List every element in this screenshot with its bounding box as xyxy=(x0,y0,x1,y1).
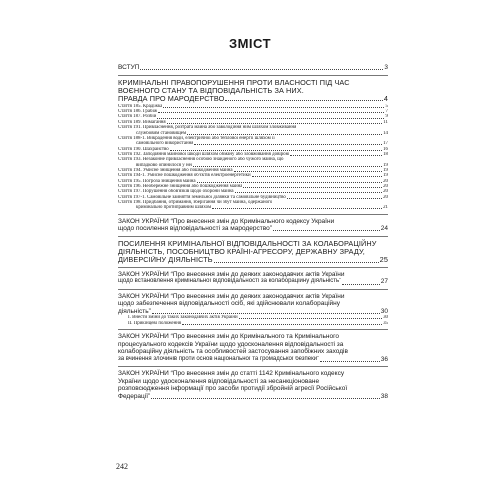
law-last-line xyxy=(118,278,388,286)
toc-page: 27 xyxy=(380,278,388,286)
article-text: Стаття 190. Шахрайство xyxy=(118,146,169,152)
toc-law-entry xyxy=(118,333,388,363)
toc-page: 20 xyxy=(383,194,388,200)
law-line: ЗАКОН УКРАЇНИ “Про внесення змін до статті 1142 Кримінального кодексу xyxy=(118,370,345,378)
toc-page: 20 xyxy=(383,183,388,189)
toc-page: 30 xyxy=(383,315,388,321)
table-of-contents xyxy=(118,64,388,400)
dot-leader xyxy=(152,313,380,314)
divider xyxy=(118,75,388,76)
toc-page: 5 xyxy=(385,103,388,109)
toc-page: 30 xyxy=(380,307,388,315)
dot-leader xyxy=(157,118,384,119)
law-text: Федерації” xyxy=(118,392,151,400)
toc-page: 14 xyxy=(383,130,388,136)
toc-page: 17 xyxy=(383,141,388,147)
law-line: процесуального кодексів України щодо удосконалення відповідальності за xyxy=(118,340,344,348)
dot-leader xyxy=(212,208,382,209)
article-text: кримінально протиправним шляхом xyxy=(136,205,212,211)
heading-line: ВОЄННОГО СТАНУ ТА ВІДПОВІДАЛЬНІСТЬ ЗА НИХ. xyxy=(118,85,304,95)
law-line: розповсюдження інформації про засоби протидії збройній агресії Російської xyxy=(118,385,348,393)
dot-leader xyxy=(170,150,382,151)
dot-leader xyxy=(214,262,379,263)
article-text: Стаття 185. Крадіжка xyxy=(118,103,163,109)
toc-page: 35 xyxy=(383,320,388,326)
toc-page: 9 xyxy=(385,114,388,120)
toc-section-heading xyxy=(118,240,388,264)
page-number: 242 xyxy=(116,462,128,471)
dot-leader xyxy=(163,107,384,108)
toc-page: 20 xyxy=(383,189,388,195)
law-last-line xyxy=(118,393,388,401)
article-text: Стаття 189. Вимагання xyxy=(118,119,166,125)
law-last-line xyxy=(118,225,388,233)
dot-leader xyxy=(197,182,383,183)
article-text: Стаття 197-1. Самовільне зайняття земельної ділянки та самовільне будівництво xyxy=(118,194,286,200)
toc-page: 36 xyxy=(380,355,388,363)
article-text: Стаття 194-1. Умисне пошкодження об'єктів електроенергетики xyxy=(118,173,251,179)
toc-page: 19 xyxy=(383,173,388,179)
law-line: України щодо удосконалення відповідальності за несанкціоноване xyxy=(118,377,320,385)
dot-leader xyxy=(187,134,382,135)
toc-page: 3 xyxy=(384,64,388,71)
page-title: ЗМІСТ xyxy=(228,36,272,51)
divider xyxy=(118,366,388,367)
toc-intro-label: ВСТУП xyxy=(118,64,140,71)
toc-page: 19 xyxy=(383,167,388,173)
dot-leader xyxy=(287,198,382,199)
toc-section-heading xyxy=(118,79,388,103)
divider xyxy=(118,289,388,290)
article-text: Стаття 198. Придбання, отримання, зберігання чи збут майна, одержаного xyxy=(118,199,273,205)
dot-leader xyxy=(140,69,383,70)
dot-leader xyxy=(193,166,382,167)
dot-leader xyxy=(342,284,380,285)
dot-leader xyxy=(243,187,382,188)
law-text: діяльність” xyxy=(118,307,151,315)
divider xyxy=(118,236,388,237)
part-text: І. Внести зміни до таких законодавчих актів України xyxy=(128,315,238,321)
dot-leader xyxy=(182,324,382,325)
heading-last-line xyxy=(118,256,388,264)
article-text: Стаття 186. Грабіж xyxy=(118,109,158,115)
article-text: випадково опинилося у неї xyxy=(136,162,193,168)
law-last-line xyxy=(118,308,388,316)
heading-line: КРИМІНАЛЬНІ ПРАВОПОРУШЕННЯ ПРОТИ ВЛАСНОСТІ ПІД ЧАС xyxy=(118,77,350,87)
divider xyxy=(118,267,388,268)
toc-intro xyxy=(118,64,388,72)
law-text: за вчинення злочинів проти основ національної та громадської безпеки” xyxy=(118,355,320,362)
toc-page: 19 xyxy=(383,162,388,168)
toc-page: 25 xyxy=(379,254,388,264)
part-text: ІІ. Прикінцеві положення xyxy=(128,320,182,326)
article-text: службовим становищем xyxy=(136,130,187,136)
article-text: Стаття 197. Порушення обов'язків щодо охорони майна xyxy=(118,189,234,195)
law-line: ЗАКОН УКРАЇНИ “Про внесення змін до Кримінального та Кримінального xyxy=(118,333,339,341)
divider xyxy=(118,329,388,330)
law-line: колабораційну діяльність та особливостей застосування запобіжних заходів xyxy=(118,348,348,356)
dot-leader xyxy=(151,398,380,399)
article-text: Стаття 187. Розбій xyxy=(118,114,157,120)
article-text: Стаття 191. Привласнення, розтрата майна або заволодіння ним шляхом зловживання xyxy=(118,125,297,131)
toc-page: 16 xyxy=(383,146,388,152)
dot-leader xyxy=(273,230,380,231)
article-text: Стаття 188-1. Викрадення води, електричної або теплової енергії шляхом її xyxy=(118,135,275,141)
article-text: Стаття 193. Незаконне привласнення особою знайденого або чужого майна, що xyxy=(118,157,284,163)
dot-leader xyxy=(194,144,382,145)
article-text: Стаття 194. Умисне знищення або пошкодження майна xyxy=(118,167,233,173)
article-text: Стаття 196. Необережне знищення або пошкодження майна xyxy=(118,183,243,189)
dot-leader xyxy=(234,171,383,172)
divider xyxy=(118,214,388,215)
law-text: щодо встановлення кримінальної відповідальності за колабораційну діяльність” xyxy=(118,278,342,285)
heading-line: ДІЯЛЬНІСТЬ, ПОСОБНИЦТВО КРАЇНІ-АГРЕСОРУ, ДЕРЖАВНУ ЗРАДУ, xyxy=(118,246,365,256)
toc-page: 11 xyxy=(383,119,388,125)
article-text: Стаття 195. Погроза знищення майна xyxy=(118,178,196,184)
toc-page: 4 xyxy=(383,93,388,103)
toc-law-part xyxy=(118,321,388,326)
dot-leader xyxy=(290,155,382,156)
toc-page: 20 xyxy=(383,178,388,184)
toc-article-list xyxy=(118,104,388,211)
article-text: самовільного використання xyxy=(136,141,194,147)
law-last-line xyxy=(118,356,388,364)
article-text: Стаття 192. Заподіяння майнової шкоди шляхом обману або зловживання довірою xyxy=(118,151,290,157)
heading-last-line xyxy=(118,95,388,103)
toc-page: 21 xyxy=(383,205,388,211)
dot-leader xyxy=(235,192,383,193)
heading-line: ПОСИЛЕННЯ КРИМІНАЛЬНОЇ ВІДПОВІДАЛЬНОСТІ ЗА КОЛАБОРАЦІЙНУ xyxy=(118,238,377,248)
dot-leader xyxy=(225,100,382,101)
heading-text: ДИВЕРСІЙНУ ДІЯЛЬНІСТЬ xyxy=(118,255,213,264)
toc-law-entry xyxy=(118,218,388,233)
toc-page: 18 xyxy=(383,151,388,157)
dot-leader xyxy=(320,361,380,362)
dot-leader xyxy=(158,112,384,113)
toc-page: 24 xyxy=(380,225,388,233)
toc-page: 7 xyxy=(385,109,388,115)
heading-text: ПРАВДА ПРО МАРОДЕРСТВО xyxy=(118,94,225,103)
toc-law-entry xyxy=(118,271,388,286)
toc-law-entry xyxy=(118,293,388,316)
toc-article-row xyxy=(118,205,388,210)
toc-page: 38 xyxy=(380,392,388,400)
dot-leader xyxy=(252,176,383,177)
law-line: щодо забезпечення відповідальності осіб, які здійснювали колабораційну xyxy=(118,300,340,308)
toc-law-entry xyxy=(118,370,388,400)
law-line: ЗАКОН УКРАЇНИ “Про внесення змін до деяких законодавчих актів України xyxy=(118,270,345,278)
dot-leader xyxy=(239,318,383,319)
law-text: щодо посилення відповідальності за мародерство” xyxy=(118,225,272,233)
law-line: ЗАКОН УКРАЇНИ “Про внесення змін до деяких законодавчих актів України xyxy=(118,292,345,300)
law-line: ЗАКОН УКРАЇНИ “Про внесення змін до Кримінального кодексу України xyxy=(118,217,335,225)
dot-leader xyxy=(167,123,383,124)
